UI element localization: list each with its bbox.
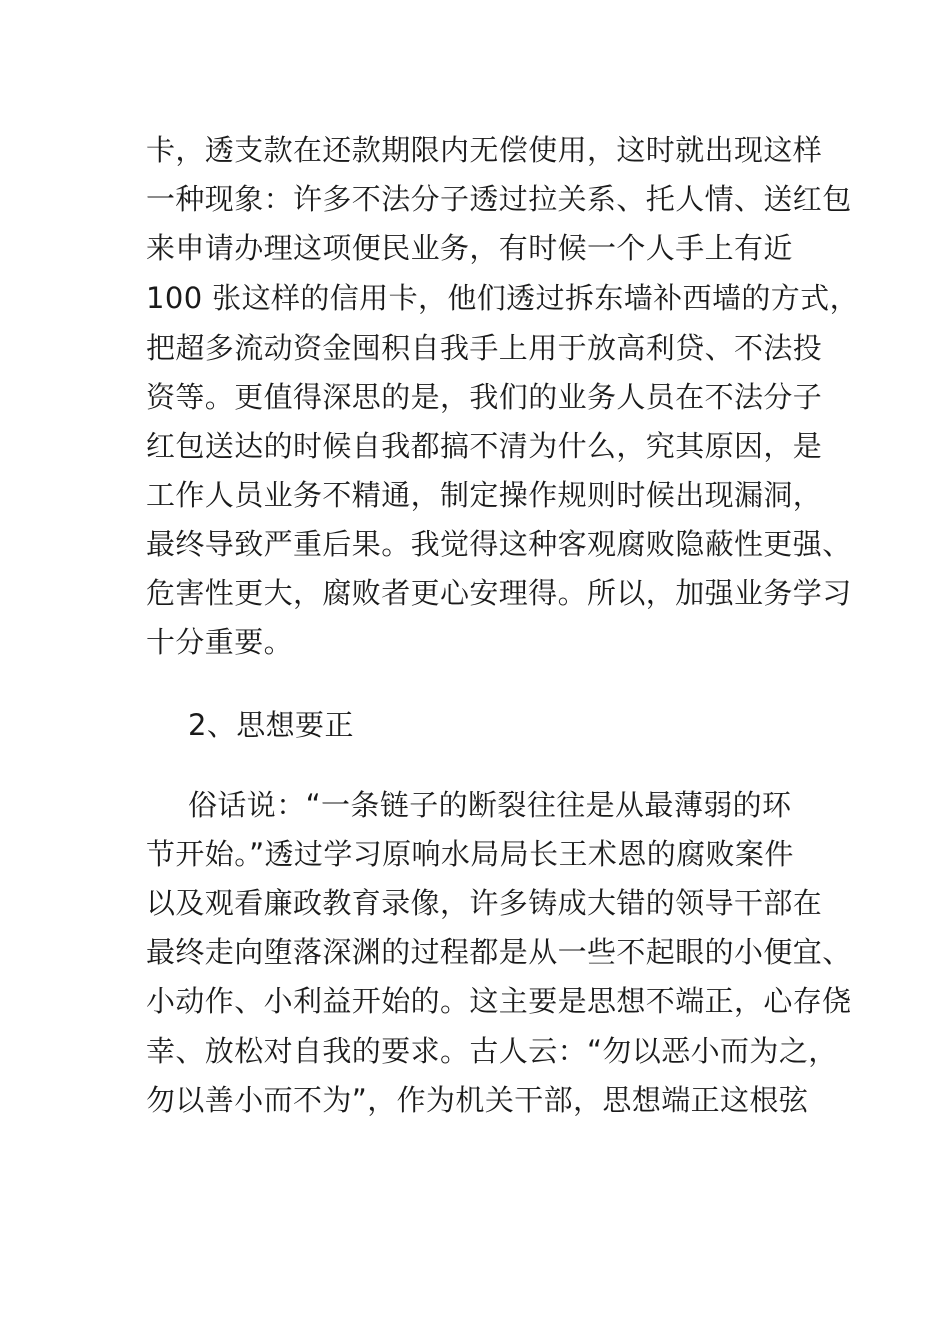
paragraph-line: 红包送达的时候自我都搞不清为什么，究其原因，是: [146, 429, 823, 463]
paragraph-line: 工作人员业务不精通，制定操作规则时候出现漏洞，: [146, 478, 823, 512]
paragraph-line: 来申请办理这项便民业务，有时候一个人手上有近: [146, 231, 793, 265]
paragraph-line: 以及观看廉政教育录像，许多铸成大错的领导干部在: [146, 886, 823, 920]
paragraph-line: 节开始。”透过学习原响水局局长王术恩的腐败案件: [146, 837, 794, 871]
paragraph-line: 最终走向堕落深渊的过程都是从一些不起眼的小便宜、: [146, 935, 852, 969]
paragraph-line: 100 张这样的信用卡，他们透过拆东墙补西墙的方式，: [146, 281, 859, 315]
section-heading: 2、思想要正: [188, 708, 354, 742]
paragraph-line: 危害性更大，腐败者更心安理得。所以，加强业务学习: [146, 576, 852, 610]
paragraph-line: 把超多流动资金囤积自我手上用于放高利贷、不法投: [146, 331, 823, 365]
paragraph-line: 小动作、小利益开始的。这主要是思想不端正，心存侥: [146, 984, 852, 1018]
paragraph-line: 资等。更值得深思的是，我们的业务人员在不法分子: [146, 380, 823, 414]
paragraph-line: 十分重要。: [146, 625, 294, 659]
paragraph-line: 勿以善小而不为”，作为机关干部，思想端正这根弦: [146, 1083, 809, 1117]
paragraph-line: 一种现象：许多不法分子透过拉关系、托人情、送红包: [146, 182, 852, 216]
paragraph-line: 卡，透支款在还款期限内无偿使用，这时就出现这样: [146, 133, 823, 167]
paragraph-line: 幸、放松对自我的要求。古人云：“勿以恶小而为之，: [146, 1034, 838, 1068]
paragraph-line: 俗话说：“一条链子的断裂往往是从最薄弱的环: [188, 788, 792, 822]
paragraph-line: 最终导致严重后果。我觉得这种客观腐败隐蔽性更强、: [146, 527, 852, 561]
